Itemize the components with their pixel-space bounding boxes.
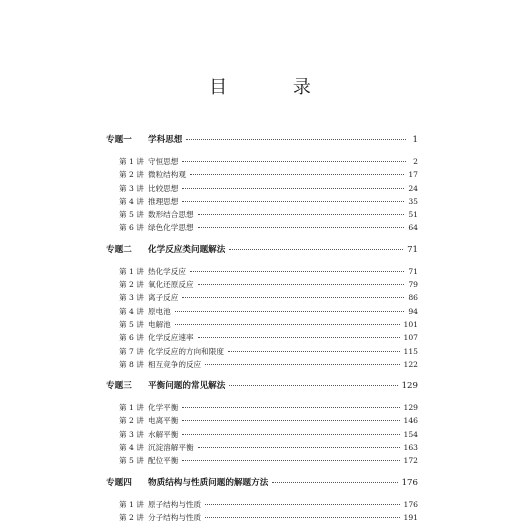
- toc-entry[interactable]: [106, 306, 418, 319]
- lecture-title: 守恒思想: [148, 157, 179, 166]
- dot-leader: [182, 160, 406, 162]
- page-number: 115: [403, 346, 418, 356]
- page-number: 1: [412, 135, 418, 145]
- lecture-title: 沉淀溶解平衡: [148, 443, 194, 453]
- lecture-number: 第 4 讲: [119, 443, 144, 453]
- lecture-title: 氧化还原反应: [148, 280, 194, 290]
- toc-entry[interactable]: [106, 512, 418, 525]
- page-number: 191: [403, 512, 418, 522]
- toc-entry[interactable]: [106, 196, 418, 209]
- toc-entry[interactable]: [106, 156, 418, 169]
- dot-leader: [182, 296, 404, 298]
- page-number: 51: [408, 210, 418, 220]
- dot-leader: [182, 200, 404, 202]
- page-number: 176: [401, 477, 418, 488]
- page-number: 71: [408, 266, 418, 276]
- toc-entry[interactable]: [106, 332, 418, 345]
- lecture-title: 分子结构与性质: [148, 512, 202, 522]
- lecture-title: 化学平衡: [148, 403, 179, 413]
- dot-leader: [198, 283, 405, 285]
- toc-entry[interactable]: [106, 415, 418, 428]
- section-number: 专题一: [106, 135, 132, 145]
- page-number: 86: [408, 293, 418, 303]
- page-number: 24: [408, 183, 418, 193]
- dot-leader: [198, 213, 405, 215]
- dot-leader: [182, 406, 399, 408]
- section-number: 专题二: [106, 244, 132, 255]
- toc-entry[interactable]: [106, 279, 418, 292]
- lecture-title: 化学反应的方向和限度: [148, 346, 224, 356]
- toc-section: [106, 243, 418, 372]
- section-number: 专题三: [106, 381, 132, 392]
- toc-entry[interactable]: [106, 429, 418, 442]
- lecture-number: 第 8 讲: [119, 359, 144, 369]
- lecture-number: 第 3 讲: [119, 183, 144, 193]
- page-number: 122: [403, 359, 418, 369]
- lecture-number: 第 4 讲: [119, 196, 144, 206]
- lecture-number: 第 6 讲: [119, 333, 144, 343]
- toc-entry[interactable]: [106, 183, 418, 196]
- toc-entry[interactable]: [106, 222, 418, 235]
- page-number: 163: [403, 443, 418, 453]
- toc-entry[interactable]: [106, 209, 418, 222]
- lecture-title: 热化学反应: [148, 266, 186, 276]
- toc-entry[interactable]: [106, 292, 418, 305]
- toc-entry[interactable]: [106, 359, 418, 372]
- page-number: 107: [403, 333, 418, 343]
- toc-entry[interactable]: [106, 442, 418, 455]
- section-title: 物质结构与性质问题的解题方法: [148, 477, 269, 488]
- lecture-title: 原电池: [148, 306, 171, 316]
- lecture-number: 第 5 讲: [119, 210, 144, 220]
- page-number: 129: [401, 381, 418, 392]
- toc-section: [106, 476, 418, 526]
- lecture-title: 配位平衡: [148, 456, 179, 466]
- dot-leader: [205, 503, 399, 505]
- dot-leader: [182, 419, 399, 421]
- page-number: 146: [403, 416, 418, 426]
- section-title: 化学反应类问题解法: [148, 244, 226, 255]
- toc-entry[interactable]: [106, 455, 418, 468]
- section-heading[interactable]: [106, 243, 418, 257]
- section-heading[interactable]: [106, 133, 418, 147]
- lecture-number: 第 1 讲: [119, 266, 144, 276]
- lecture-number: 第 2 讲: [119, 512, 144, 522]
- dot-leader: [229, 384, 397, 386]
- page-number: 172: [403, 456, 418, 466]
- dot-leader: [198, 446, 400, 448]
- lecture-title: 电离平衡: [148, 416, 179, 426]
- lecture-number: 第 4 讲: [119, 306, 144, 316]
- lecture-title: 相互竞争的反应: [148, 359, 202, 369]
- toc-section: [106, 379, 418, 468]
- dot-leader: [182, 187, 404, 189]
- section-heading[interactable]: [106, 379, 418, 393]
- section-number: 专题四: [106, 477, 132, 488]
- lecture-title: 绿色化学思想: [148, 223, 194, 233]
- lecture-number: 第 2 讲: [119, 280, 144, 290]
- dot-leader: [182, 459, 399, 461]
- lecture-number: 第 3 讲: [119, 293, 144, 303]
- page-number: 71: [407, 244, 418, 255]
- table-of-contents: [106, 133, 418, 532]
- page-number: 94: [408, 306, 418, 316]
- dot-leader: [175, 310, 405, 312]
- lecture-number: 第 1 讲: [119, 157, 144, 166]
- lecture-number: 第 3 讲: [119, 429, 144, 439]
- toc-section: [106, 133, 418, 236]
- page-number: 154: [403, 429, 418, 439]
- toc-entry[interactable]: [106, 402, 418, 415]
- dot-leader: [198, 336, 400, 338]
- page-number: 17: [408, 170, 418, 180]
- page-number: 2: [413, 157, 418, 166]
- lecture-title: 电解池: [148, 319, 171, 329]
- toc-entry[interactable]: [106, 346, 418, 359]
- dot-leader: [190, 173, 404, 175]
- lecture-number: 第 7 讲: [119, 346, 144, 356]
- lecture-number: 第 2 讲: [119, 416, 144, 426]
- toc-entry[interactable]: [106, 266, 418, 279]
- dot-leader: [205, 363, 399, 365]
- lecture-title: 推理思想: [148, 196, 179, 206]
- lecture-number: 第 5 讲: [119, 319, 144, 329]
- lecture-number: 第 1 讲: [119, 403, 144, 413]
- section-title: 学科思想: [148, 135, 183, 145]
- toc-entry[interactable]: [106, 499, 418, 512]
- dot-leader: [272, 481, 397, 483]
- page-number: 35: [408, 196, 418, 206]
- lecture-number: 第 1 讲: [119, 499, 144, 509]
- lecture-title: 比较思想: [148, 183, 179, 193]
- lecture-title: 离子反应: [148, 293, 179, 303]
- dot-leader: [175, 323, 400, 325]
- lecture-title: 化学反应速率: [148, 333, 194, 343]
- section-heading[interactable]: [106, 476, 418, 490]
- dot-leader: [190, 270, 404, 272]
- lecture-title: 原子结构与性质: [148, 499, 202, 509]
- page-number: 176: [403, 499, 418, 509]
- toc-entry[interactable]: [106, 319, 418, 332]
- page-number: 129: [403, 403, 418, 413]
- lecture-number: 第 2 讲: [119, 170, 144, 180]
- dot-leader: [229, 248, 403, 250]
- page-title: 目 录: [209, 77, 341, 98]
- lecture-number: 第 5 讲: [119, 456, 144, 466]
- page-number: 79: [408, 280, 418, 290]
- dot-leader: [205, 516, 399, 518]
- lecture-number: 第 6 讲: [119, 223, 144, 233]
- dot-leader: [186, 138, 406, 140]
- lecture-title: 微粒结构观: [148, 170, 186, 180]
- page-number: 64: [408, 223, 418, 233]
- dot-leader: [182, 433, 399, 435]
- section-title: 平衡问题的常见解法: [148, 381, 226, 392]
- lecture-title: 水解平衡: [148, 429, 179, 439]
- dot-leader: [228, 350, 400, 352]
- dot-leader: [198, 226, 405, 228]
- page-number: 101: [403, 319, 418, 329]
- lecture-title: 数形结合思想: [148, 210, 194, 220]
- toc-entry[interactable]: [106, 169, 418, 182]
